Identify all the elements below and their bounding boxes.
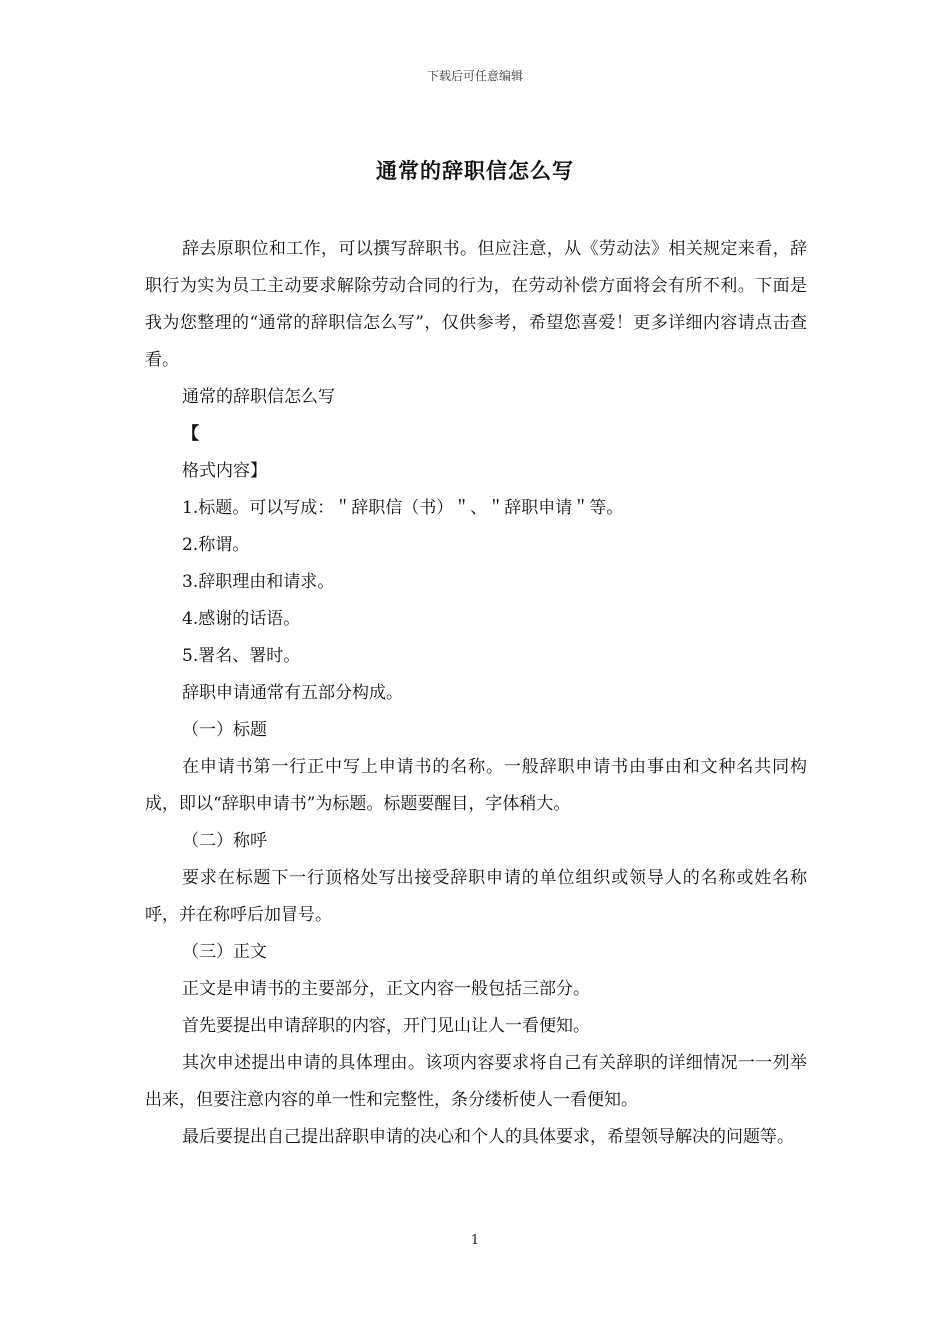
third-point-paragraph: 最后要提出自己提出辞职申请的决心和个人的具体要求，希望领导解决的问题等。 (182, 1127, 794, 1147)
subheading-body: （三）正文 (182, 942, 267, 962)
title-paragraph: 在申请书第一行正中写上申请书的名称。一般辞职申请书由事由和文种名共同构成，即以“辞职申请书”为标题。标题要醒目，字体稍大。 (145, 757, 807, 814)
format-heading: 格式内容】 (182, 461, 267, 481)
body-paragraph: 正文是申请书的主要部分，正文内容一般包括三部分。 (182, 979, 590, 999)
second-point-paragraph: 其次申述提出申请的具体理由。该项内容要求将自己有关辞职的详细情况一一列举出来，但要注意内容的单一性和完整性，条分缕析使人一看便知。 (145, 1053, 807, 1110)
list-item-1: 1.标题。可以写成：＂辞职信（书）＂、＂辞职申请＂等。 (182, 498, 624, 518)
subheading-salutation: （二）称呼 (182, 831, 267, 851)
structure-paragraph: 辞职申请通常有五部分构成。 (182, 683, 403, 703)
document-body (145, 231, 807, 1156)
first-point-paragraph: 首先要提出申请辞职的内容，开门见山让人一看便知。 (182, 1016, 590, 1036)
list-item-5: 5.署名、署时。 (182, 646, 301, 666)
list-item-3: 3.辞职理由和请求。 (182, 572, 335, 592)
page-number: 1 (470, 1233, 480, 1248)
list-item-2: 2.称谓。 (182, 535, 250, 555)
bracket-open: 【 (182, 424, 199, 444)
salutation-paragraph: 要求在标题下一行顶格处写出接受辞职申请的单位组织或领导人的名称或姓名称呼，并在称呼后加冒号。 (145, 868, 807, 925)
page-header: 下载后可任意编辑 (426, 69, 523, 83)
subheading-title: （一）标题 (182, 720, 267, 740)
document-title: 通常的辞职信怎么写 (376, 158, 574, 183)
intro-paragraph: 辞去原职位和工作，可以撰写辞职书。但应注意，从《劳动法》相关规定来看，辞职行为实为员工主动要求解除劳动合同的行为，在劳动补偿方面将会有所不利。下面是我为您整理的“通常的辞职信怎么写”，仅供参考，希望您喜爱！更多详细内容请点击查看。 (145, 239, 807, 370)
list-item-4: 4.感谢的话语。 (182, 609, 301, 629)
section-heading: 通常的辞职信怎么写 (182, 387, 335, 407)
